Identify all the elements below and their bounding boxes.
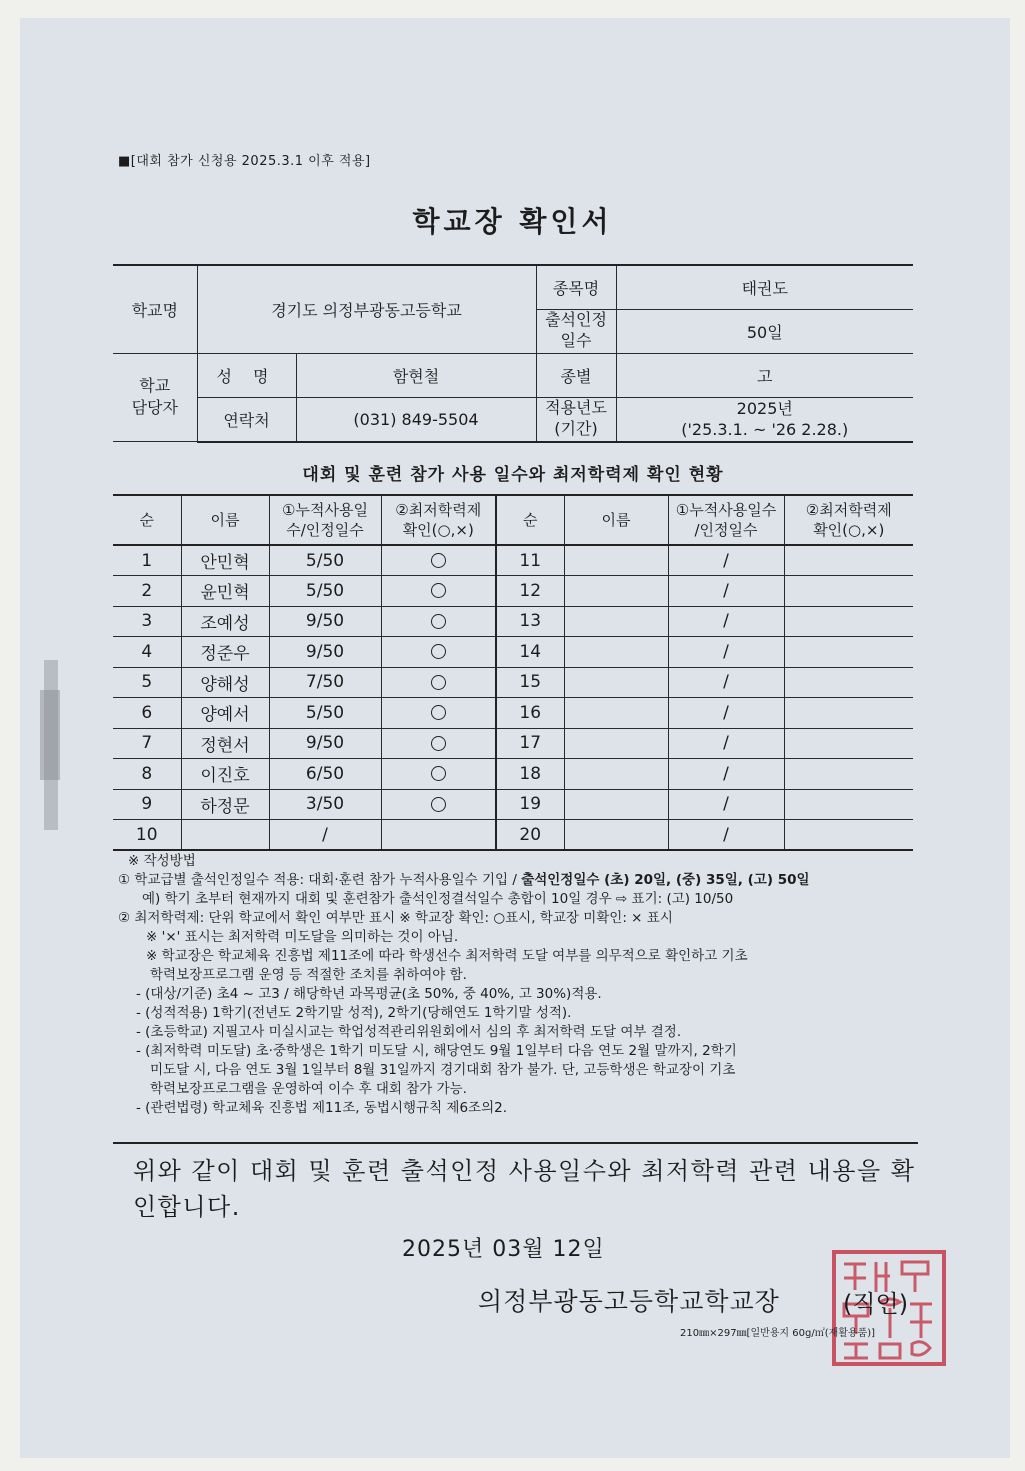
row-days-2: /: [668, 545, 784, 576]
row-check: [381, 698, 496, 729]
row-name-2: [564, 728, 668, 759]
edge-smudge: [36, 660, 66, 830]
year-label: 적용년도 (기간): [536, 397, 616, 442]
note-4a: ※ 학교장은 학교체육 진흥법 제11조에 따라 학생선수 최저학력 도달 여부를 의무적으로 확인하고 기초: [146, 948, 748, 964]
check-circle-icon: [431, 797, 446, 812]
row-check: [381, 637, 496, 668]
note-1a: ① 학교급별 출석인정일수 적용: 대회·훈련 참가 누적사용일수 기입 /: [118, 872, 522, 888]
header-days: ①누적사용일 수/인정일수: [269, 495, 381, 545]
row-name: 양해성: [181, 667, 269, 698]
row-no-2: 15: [496, 667, 564, 698]
table-row: [113, 698, 913, 729]
row-no-2: 17: [496, 728, 564, 759]
row-check: [381, 759, 496, 790]
row-days: /: [269, 820, 381, 851]
check-circle-icon: [431, 644, 446, 659]
row-no: 10: [113, 820, 181, 851]
category-value: 고: [616, 353, 913, 397]
row-check: [381, 789, 496, 820]
days-value: 50일: [616, 309, 913, 353]
row-check: [381, 728, 496, 759]
row-no: 8: [113, 759, 181, 790]
row-no: 9: [113, 789, 181, 820]
issue-date: 2025년 03월 12일: [402, 1237, 605, 1262]
row-check-2: [784, 545, 913, 576]
name-value: 함현철: [296, 353, 536, 397]
check-circle-icon: [431, 553, 446, 568]
sport-value: 태권도: [616, 265, 913, 309]
row-check-2: [784, 728, 913, 759]
row-check-2: [784, 759, 913, 790]
row-days-2: /: [668, 728, 784, 759]
row-name: 조예성: [181, 606, 269, 637]
table-row: [113, 545, 913, 576]
row-no-2: 11: [496, 545, 564, 576]
row-no-2: 16: [496, 698, 564, 729]
row-no-2: 12: [496, 576, 564, 607]
row-no: 4: [113, 637, 181, 668]
header-no: 순: [113, 495, 181, 545]
row-check: [381, 576, 496, 607]
row-name-2: [564, 606, 668, 637]
category-label: 종별: [536, 353, 616, 397]
check-circle-icon: [431, 705, 446, 720]
row-days: 9/50: [269, 606, 381, 637]
row-days-2: /: [668, 759, 784, 790]
contact-value: (031) 849-5504: [296, 397, 536, 442]
row-check-2: [784, 637, 913, 668]
row-days: 5/50: [269, 545, 381, 576]
row-no-2: 19: [496, 789, 564, 820]
row-no-2: 13: [496, 606, 564, 637]
table-row: [113, 637, 913, 668]
header-days-2: ①누적사용일수 /인정일수: [668, 495, 784, 545]
row-name-2: [564, 820, 668, 851]
row-name-2: [564, 576, 668, 607]
row-name-2: [564, 545, 668, 576]
table-row: [113, 789, 913, 820]
row-name-2: [564, 667, 668, 698]
header-check: ②최저학력제 확인(○,×): [381, 495, 496, 545]
row-no: 3: [113, 606, 181, 637]
table-row: [113, 576, 913, 607]
row-name: 안민혁: [181, 545, 269, 576]
row-no: 6: [113, 698, 181, 729]
note-7: - (초등학교) 지필고사 미실시교는 학업성적관리위원회에서 심의 후 최저학력 도달 여부 결정.: [136, 1024, 682, 1040]
note-8b: 미도달 시, 다음 연도 3월 1일부터 8월 31일까지 경기대회 참가 불가. 단, 고등학생은 학교장이 기초: [150, 1062, 736, 1078]
header-name: 이름: [181, 495, 269, 545]
row-days: 6/50: [269, 759, 381, 790]
confirm-statement: 위와 같이 대회 및 훈련 출석인정 사용일수와 최저학력 관련 내용을 확인합니다.: [133, 1157, 916, 1221]
info-table: [113, 264, 913, 443]
row-name: 이진호: [181, 759, 269, 790]
row-days-2: /: [668, 576, 784, 607]
check-circle-icon: [431, 675, 446, 690]
divider: [113, 1142, 918, 1144]
note-1b: 출석인정일수 (초) 20일, (중) 35일, (고) 50일: [521, 872, 810, 888]
row-no-2: 20: [496, 820, 564, 851]
row-name: 양예서: [181, 698, 269, 729]
row-check: [381, 667, 496, 698]
contact-label: 연락처: [197, 397, 296, 442]
seal-word: (직인): [843, 1290, 909, 1318]
name-label: 성 명: [197, 353, 296, 397]
row-days-2: /: [668, 698, 784, 729]
row-no: 5: [113, 667, 181, 698]
table-row: [113, 606, 913, 637]
table-row: [113, 820, 913, 851]
row-days: 9/50: [269, 637, 381, 668]
row-check-2: [784, 606, 913, 637]
row-name-2: [564, 789, 668, 820]
check-circle-icon: [431, 736, 446, 751]
row-name: [181, 820, 269, 851]
row-name: 하정문: [181, 789, 269, 820]
school-label: 학교명: [113, 265, 197, 353]
note-4b: 학력보장프로그램 운영 등 적절한 조치를 취하여야 함.: [150, 967, 467, 983]
signer: 의정부광동고등학교학교장: [478, 1287, 780, 1316]
note-1: [118, 871, 918, 890]
check-circle-icon: [431, 583, 446, 598]
row-days-2: /: [668, 789, 784, 820]
row-days: 3/50: [269, 789, 381, 820]
note-3: ※ '×' 표시는 최저학력 미도달을 의미하는 것이 아님.: [146, 929, 459, 945]
row-name: 정준우: [181, 637, 269, 668]
row-check-2: [784, 789, 913, 820]
row-name: 정현서: [181, 728, 269, 759]
row-check-2: [784, 576, 913, 607]
sport-label: 종목명: [536, 265, 616, 309]
manager-label: 학교 담당자: [113, 353, 197, 442]
note-8a: - (최저학력 미도달) 초·중학생은 1학기 미도달 시, 해당연도 9월 1일부터 다음 연도 2월 말까지, 2학기: [136, 1043, 737, 1059]
table-row: [113, 667, 913, 698]
instructions: [118, 852, 918, 1118]
page-title: 학교장 확인서: [412, 205, 613, 238]
row-check: [381, 606, 496, 637]
row-days-2: /: [668, 606, 784, 637]
year-value: 2025년 ('25.3.1. ~ '26 2.28.): [616, 397, 913, 442]
row-days-2: /: [668, 637, 784, 668]
check-circle-icon: [431, 766, 446, 781]
header-name-2: 이름: [564, 495, 668, 545]
row-days: 5/50: [269, 576, 381, 607]
days-label: 출석인정 일수: [536, 309, 616, 353]
note-2: ② 최저학력제: 단위 학교에서 확인 여부만 표시 ※ 학교장 확인: ○표시, 학교장 미확인: × 표시: [118, 910, 673, 926]
check-circle-icon: [431, 614, 446, 629]
row-no: 1: [113, 545, 181, 576]
note-6: - (성적적용) 1학기(전년도 2학기말 성적), 2학기(당해연도 1학기말 성적).: [136, 1005, 572, 1021]
student-table: [113, 494, 913, 851]
row-no: 2: [113, 576, 181, 607]
header-check-2: ②최저학력제 확인(○,×): [784, 495, 913, 545]
row-no: 7: [113, 728, 181, 759]
row-days-2: /: [668, 820, 784, 851]
row-no-2: 18: [496, 759, 564, 790]
header-note: ■[대회 참가 신청용 2025.3.1 이후 적용]: [118, 154, 371, 169]
row-name-2: [564, 759, 668, 790]
row-days: 9/50: [269, 728, 381, 759]
row-check-2: [784, 820, 913, 851]
note-9: - (관련법령) 학교체육 진흥법 제11조, 동법시행규칙 제6조의2.: [136, 1100, 507, 1116]
note-5: - (대상/기준) 초4 ~ 고3 / 해당학년 과목평균(초 50%, 중 40%, 고 30%)적용.: [136, 986, 602, 1002]
row-name: 윤민혁: [181, 576, 269, 607]
row-check-2: [784, 698, 913, 729]
school-value: 경기도 의정부광동고등학교: [197, 265, 536, 353]
row-check: [381, 545, 496, 576]
note-1c: 예) 학기 초부터 현재까지 대회 및 훈련참가 출석인정결석일수 총합이 10일 경우 ⇨ 표기: (고) 10/50: [142, 891, 734, 907]
row-days: 7/50: [269, 667, 381, 698]
row-check: [381, 820, 496, 851]
row-no-2: 14: [496, 637, 564, 668]
row-name-2: [564, 637, 668, 668]
header-no-2: 순: [496, 495, 564, 545]
row-days-2: /: [668, 667, 784, 698]
row-name-2: [564, 698, 668, 729]
table-row: [113, 759, 913, 790]
row-check-2: [784, 667, 913, 698]
row-days: 5/50: [269, 698, 381, 729]
note-8c: 학력보장프로그램을 운영하여 이수 후 대회 참가 가능.: [150, 1081, 467, 1097]
section-title: 대회 및 훈련 참가 사용 일수와 최저학력제 확인 현황: [302, 465, 724, 485]
notes-heading: ※ 작성방법: [128, 853, 196, 869]
paper-spec: 210㎜×297㎜[일반용지 60g/㎡(재활용품)]: [680, 1328, 876, 1339]
table-row: [113, 728, 913, 759]
